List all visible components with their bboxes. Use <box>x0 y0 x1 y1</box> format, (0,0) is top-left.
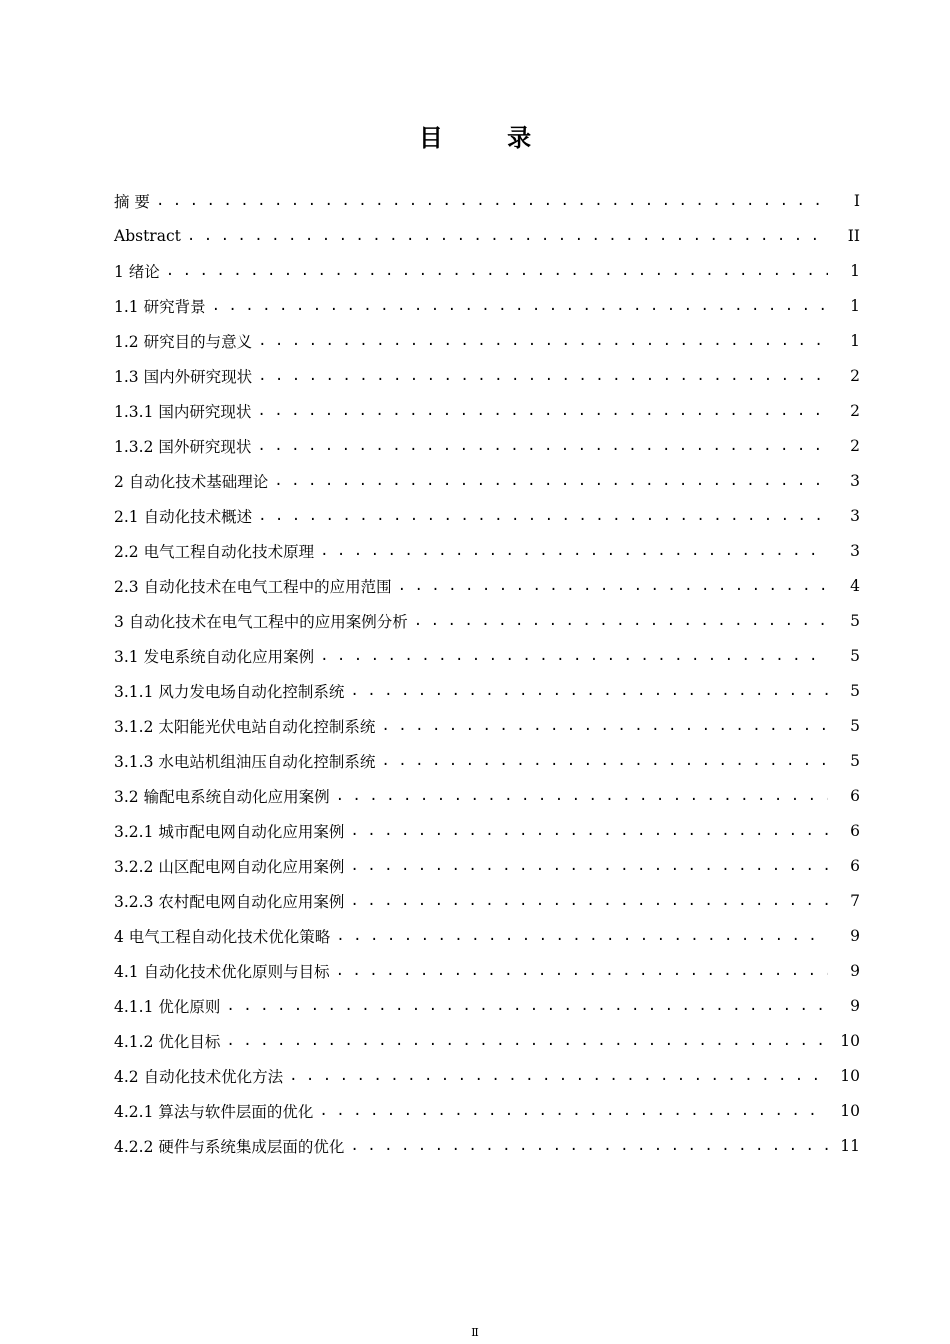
toc-dot-leader <box>336 928 828 944</box>
toc-entry-page-number: 9 <box>850 926 860 945</box>
toc-entry-page-number: 1 <box>850 331 860 350</box>
toc-entry[interactable] <box>114 463 860 498</box>
toc-dot-leader <box>336 963 828 979</box>
toc-entry[interactable] <box>114 778 860 813</box>
toc-entry-label: 1.3 国内外研究现状 <box>114 367 253 386</box>
toc-dot-leader <box>320 648 828 664</box>
toc-entry-page-number: 2 <box>850 401 860 420</box>
toc-entry-label: Abstract <box>114 226 181 245</box>
toc-entry-label: 4 电气工程自动化技术优化策略 <box>114 927 331 946</box>
toc-entry-page-number: 2 <box>850 366 860 385</box>
toc-entry[interactable] <box>114 918 860 953</box>
toc-entry-label: 2.3 自动化技术在电气工程中的应用范围 <box>114 577 392 596</box>
toc-entry-label: 3.2.1 城市配电网自动化应用案例 <box>114 822 345 841</box>
toc-dot-leader <box>156 193 828 209</box>
toc-entry-label: 2 自动化技术基础理论 <box>114 472 269 491</box>
toc-dot-leader <box>187 228 828 244</box>
toc-dot-leader <box>336 788 828 804</box>
toc-entry-page-number: 6 <box>850 786 860 805</box>
toc-entry-page-number: 3 <box>850 471 860 490</box>
toc-entry[interactable] <box>114 988 860 1023</box>
toc-entry-label: 4.2.1 算法与软件层面的优化 <box>114 1102 314 1121</box>
toc-entry[interactable] <box>114 1128 860 1163</box>
toc-entry-label: 4.2 自动化技术优化方法 <box>114 1067 284 1086</box>
toc-dot-leader <box>212 298 828 314</box>
toc-entry-page-number: 5 <box>850 716 860 735</box>
toc-entry-label: 摘 要 <box>114 192 150 211</box>
toc-entry-page-number: 9 <box>850 961 860 980</box>
toc-entry-label: 3.1.1 风力发电场自动化控制系统 <box>114 682 345 701</box>
toc-entry-page-number: 7 <box>850 891 860 910</box>
toc-entry-label: 1.1 研究背景 <box>114 297 206 316</box>
toc-entry-page-number: 2 <box>850 436 860 455</box>
toc-entry[interactable] <box>114 813 860 848</box>
toc-entry[interactable] <box>114 1023 860 1058</box>
toc-dot-leader <box>350 1138 828 1154</box>
toc-dot-leader <box>226 1033 828 1049</box>
toc-entry-page-number: 11 <box>840 1136 860 1155</box>
toc-dot-leader <box>350 893 828 909</box>
toc-entry-page-number: 9 <box>850 996 860 1015</box>
toc-entry-label: 4.2.2 硬件与系统集成层面的优化 <box>114 1137 345 1156</box>
toc-dot-leader <box>381 718 828 734</box>
toc-entry-page-number: 10 <box>840 1101 860 1120</box>
toc-entry-page-number: 3 <box>850 506 860 525</box>
toc-entry[interactable] <box>114 743 860 778</box>
toc-entry-label: 3.1.3 水电站机组油压自动化控制系统 <box>114 752 376 771</box>
toc-dot-leader <box>258 368 828 384</box>
toc-entry[interactable] <box>114 358 860 393</box>
toc-dot-leader <box>350 683 828 699</box>
toc-entry-label: 3.1 发电系统自动化应用案例 <box>114 647 315 666</box>
toc-entry[interactable] <box>114 498 860 533</box>
toc-entry[interactable] <box>114 1058 860 1093</box>
toc-entry[interactable] <box>114 393 860 428</box>
toc-entry[interactable] <box>114 603 860 638</box>
toc-entry-label: 3.1.2 太阳能光伏电站自动化控制系统 <box>114 717 376 736</box>
toc-entry-label: 4.1 自动化技术优化原则与目标 <box>114 962 330 981</box>
toc-entry[interactable] <box>114 428 860 463</box>
toc-entry-label: 3.2 输配电系统自动化应用案例 <box>114 787 330 806</box>
toc-dot-leader <box>289 1068 828 1084</box>
toc-dot-leader <box>166 263 828 279</box>
toc-entry-label: 2.1 自动化技术概述 <box>114 507 253 526</box>
toc-entry[interactable] <box>114 288 860 323</box>
toc-entry-label: 3.2.2 山区配电网自动化应用案例 <box>114 857 345 876</box>
toc-entry-label: 4.1.2 优化目标 <box>114 1032 221 1051</box>
toc-entry[interactable] <box>114 1093 860 1128</box>
toc-entry-label: 2.2 电气工程自动化技术原理 <box>114 542 315 561</box>
toc-entry[interactable] <box>114 183 860 218</box>
toc-entry-label: 3.2.3 农村配电网自动化应用案例 <box>114 892 345 911</box>
toc-dot-leader <box>350 823 828 839</box>
toc-entry-page-number: II <box>847 226 860 245</box>
toc-entry-label: 4.1.1 优化原则 <box>114 997 221 1016</box>
toc-entry-page-number: 5 <box>850 646 860 665</box>
toc-entry-page-number: 5 <box>850 751 860 770</box>
toc-dot-leader <box>414 613 828 629</box>
toc-entry[interactable] <box>114 323 860 358</box>
toc-entry-page-number: 5 <box>850 681 860 700</box>
toc-entry-page-number: 3 <box>850 541 860 560</box>
toc-entry-label: 1.3.2 国外研究现状 <box>114 437 252 456</box>
page-footer-number: Ⅱ <box>471 1326 479 1339</box>
toc-dot-leader <box>274 473 828 489</box>
toc-dot-leader <box>381 753 828 769</box>
toc-entry-page-number: 10 <box>840 1066 860 1085</box>
toc-entry-label: 1 绪论 <box>114 262 160 281</box>
toc-entry[interactable] <box>114 568 860 603</box>
toc-dot-leader <box>257 438 828 454</box>
toc-dot-leader <box>350 858 828 874</box>
toc-entry[interactable] <box>114 218 860 253</box>
toc-entry[interactable] <box>114 848 860 883</box>
page-title: 目 录 <box>418 124 560 152</box>
toc-entry[interactable] <box>114 953 860 988</box>
toc-entry-page-number: 4 <box>850 576 860 595</box>
toc-entry-label: 1.3.1 国内研究现状 <box>114 402 252 421</box>
toc-dot-leader <box>398 578 828 594</box>
table-of-contents <box>114 183 860 1163</box>
toc-dot-leader <box>258 508 828 524</box>
toc-dot-leader <box>226 998 828 1014</box>
toc-entry-page-number: 6 <box>850 821 860 840</box>
toc-entry-label: 3 自动化技术在电气工程中的应用案例分析 <box>114 612 408 631</box>
toc-entry[interactable] <box>114 673 860 708</box>
toc-dot-leader <box>258 333 828 349</box>
toc-entry-page-number: 5 <box>850 611 860 630</box>
toc-dot-leader <box>257 403 828 419</box>
toc-entry[interactable] <box>114 883 860 918</box>
toc-dot-leader <box>320 543 828 559</box>
toc-entry-label: 1.2 研究目的与意义 <box>114 332 253 351</box>
toc-entry-page-number: 1 <box>850 296 860 315</box>
toc-entry-page-number: 10 <box>840 1031 860 1050</box>
toc-entry[interactable] <box>114 253 860 288</box>
toc-entry[interactable] <box>114 638 860 673</box>
toc-entry-page-number: I <box>853 191 860 210</box>
toc-dot-leader <box>319 1103 828 1119</box>
toc-entry-page-number: 1 <box>850 261 860 280</box>
toc-entry[interactable] <box>114 708 860 743</box>
toc-entry[interactable] <box>114 533 860 568</box>
toc-entry-page-number: 6 <box>850 856 860 875</box>
